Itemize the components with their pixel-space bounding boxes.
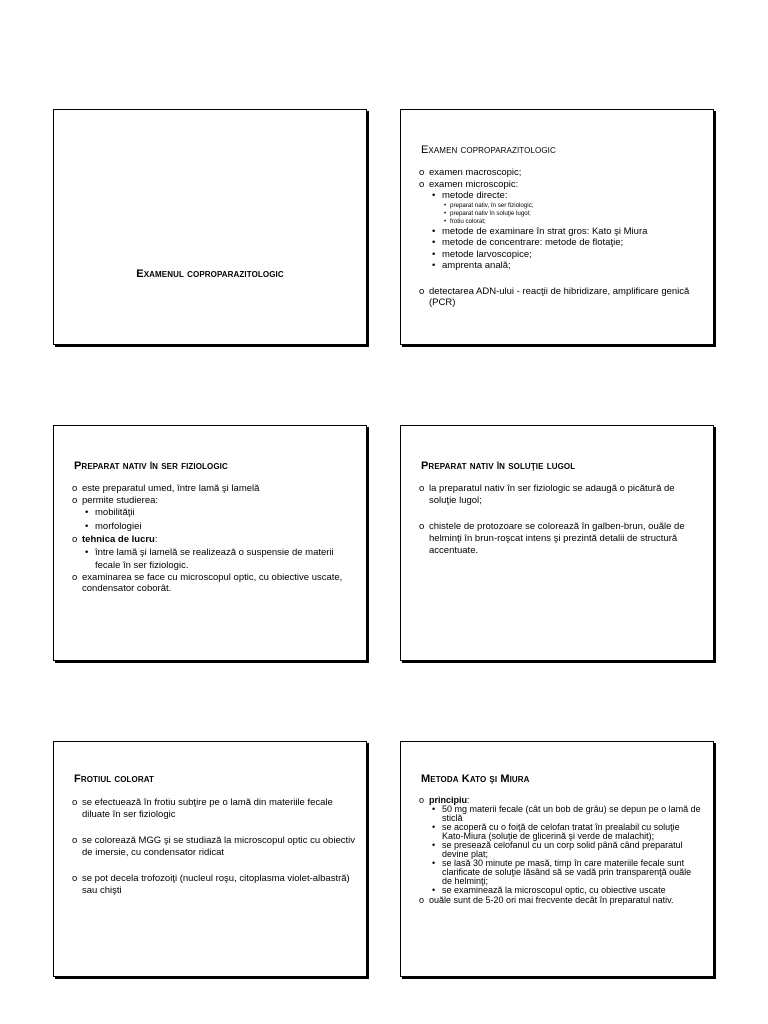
bullet-dot-icon: •: [432, 190, 436, 201]
list-item: • preparat nativ în soluţie lugol;: [444, 209, 531, 217]
slide-2: [400, 109, 714, 345]
slide-2-content: [419, 167, 703, 309]
slide-2-title: Examen coproparazitologic: [421, 144, 556, 156]
bullet-dot-icon: •: [432, 225, 436, 237]
list-item: • 50 mg materii fecale (cât un bob de grâu) se depun pe o lamă de sticlă: [432, 804, 701, 823]
bullet-circle-icon: •: [444, 218, 447, 225]
list-item: o examen microscopic:: [419, 178, 519, 190]
list-item: o principiu:: [419, 795, 470, 805]
bullet-circle-icon: o: [419, 285, 425, 297]
bullet-circle-icon: o: [72, 483, 78, 494]
bullet-circle-icon: o: [72, 494, 78, 506]
list-item: • amprenta anală;: [432, 260, 511, 271]
bullet-circle-icon: o: [72, 797, 78, 808]
list-item: o chistele de protozoare se colorează în galben-brun, ouăle de helminţi în brun-roşcat intens şi prezintă detalii de structură accentuate.: [419, 521, 685, 556]
bullet-circle-icon: o: [419, 795, 425, 805]
list-item: • metode larvoscopice;: [432, 248, 532, 260]
bullet-circle-icon: o: [72, 835, 78, 846]
slide-5: [53, 741, 367, 977]
bullet-dot-icon: •: [85, 521, 89, 532]
slide-3-content: [72, 483, 356, 595]
list-item: o este preparatul umed, între lamă şi lamelă: [72, 483, 260, 494]
bullet-circle-icon: o: [72, 873, 78, 884]
list-item: • între lamă şi lamelă se realizează o suspensie de materii fecale în ser fiziologic.: [85, 546, 334, 571]
list-item: • se examinează la microscopul optic, cu obiective uscate: [432, 885, 666, 895]
list-item: • metode de concentrare: metode de flotaţie;: [432, 237, 624, 248]
slide-6: [400, 741, 714, 977]
bullet-circle-icon: o: [72, 571, 78, 583]
slide-4-title: Preparat nativ în soluţie lugol: [421, 460, 576, 472]
bullet-dot-icon: •: [432, 237, 436, 248]
list-item: o se efectuează în frotiu subţire pe o lamă din materiile fecale diluate în ser fiziologic: [72, 797, 333, 820]
list-item: • metode de examinare în strat gros: Kato şi Miura: [432, 225, 648, 237]
bullet-dot-icon: •: [85, 507, 89, 518]
slide-6-content: [419, 795, 703, 905]
list-item: o la preparatul nativ în ser fiziologic se adaugă o picătură de soluţie lugol;: [419, 483, 675, 506]
list-item: • se presează celofanul cu un corp solid până când preparatul devine plat;: [432, 840, 683, 859]
slide-6-title: Metoda Kato şi Miura: [421, 773, 530, 785]
slide-3-title: Preparat nativ în ser fiziologic: [74, 460, 228, 472]
list-item: • mobilităţii: [85, 507, 135, 518]
bullet-dot-icon: •: [432, 858, 436, 868]
list-item: o examen macroscopic;: [419, 167, 522, 178]
slide-4-content: [419, 483, 703, 557]
bullet-circle-icon: o: [419, 167, 425, 178]
bullet-circle-icon: o: [419, 521, 425, 532]
list-item: • se acoperă cu o foiţă de celofan tratat în prealabil cu soluţie Kato-Miura (soluţie de glicerină şi verde de malachit);: [432, 822, 680, 841]
bullet-circle-icon: o: [419, 483, 425, 494]
bullet-dot-icon: •: [432, 804, 436, 814]
list-item: • frotiu colorat;: [444, 217, 486, 225]
list-item: o examinarea se face cu microscopul optic, cu obiective uscate, condensator coborât.: [72, 571, 343, 594]
slide-4: [400, 425, 714, 661]
bullet-circle-icon: o: [419, 178, 425, 190]
slide-5-content: [72, 797, 356, 897]
slide-5-title: Frotiul colorat: [74, 773, 155, 785]
bullet-dot-icon: •: [432, 885, 436, 895]
bullet-dot-icon: •: [85, 546, 89, 558]
list-item: o detectarea ADN-ului - reacţii de hibridizare, amplificare genică (PCR): [419, 285, 690, 308]
bullet-dot-icon: •: [432, 260, 436, 271]
list-item: • se lasă 30 minute pe masă, timp în care materiile fecale sunt clarificate de soluţie lăsând să se vadă prin transparenţă ouăle de helminţi;: [432, 858, 692, 886]
list-item: o ouăle sunt de 5-20 ori mai frecvente decât în preparatul nativ.: [419, 895, 674, 905]
bullet-dot-icon: •: [432, 248, 436, 260]
bullet-circle-icon: •: [444, 210, 447, 217]
list-item: o tehnica de lucru:: [72, 534, 158, 545]
bullet-dot-icon: •: [432, 840, 436, 850]
list-item: o se pot decela trofozoiţi (nucleul roşu, citoplasma violet-albastră) sau chişti: [72, 873, 350, 896]
bullet-circle-icon: o: [419, 895, 425, 905]
slide-3: [53, 425, 367, 661]
slide-1: [53, 109, 367, 345]
bullet-circle-icon: •: [444, 202, 447, 209]
list-item: • preparat nativ, în ser fiziologic;: [444, 201, 534, 209]
list-item: • metode directe:: [432, 190, 508, 201]
slide-1-title: Examenul coproparazitologic: [136, 268, 284, 280]
bullet-dot-icon: •: [432, 822, 436, 832]
list-item: o se colorează MGG şi se studiază la microscopul optic cu obiectiv de imersie, cu condensator ridicat: [72, 835, 355, 858]
list-item: • morfologiei: [85, 521, 142, 532]
bullet-circle-icon: o: [72, 534, 78, 545]
list-item: o permite studierea:: [72, 494, 159, 506]
